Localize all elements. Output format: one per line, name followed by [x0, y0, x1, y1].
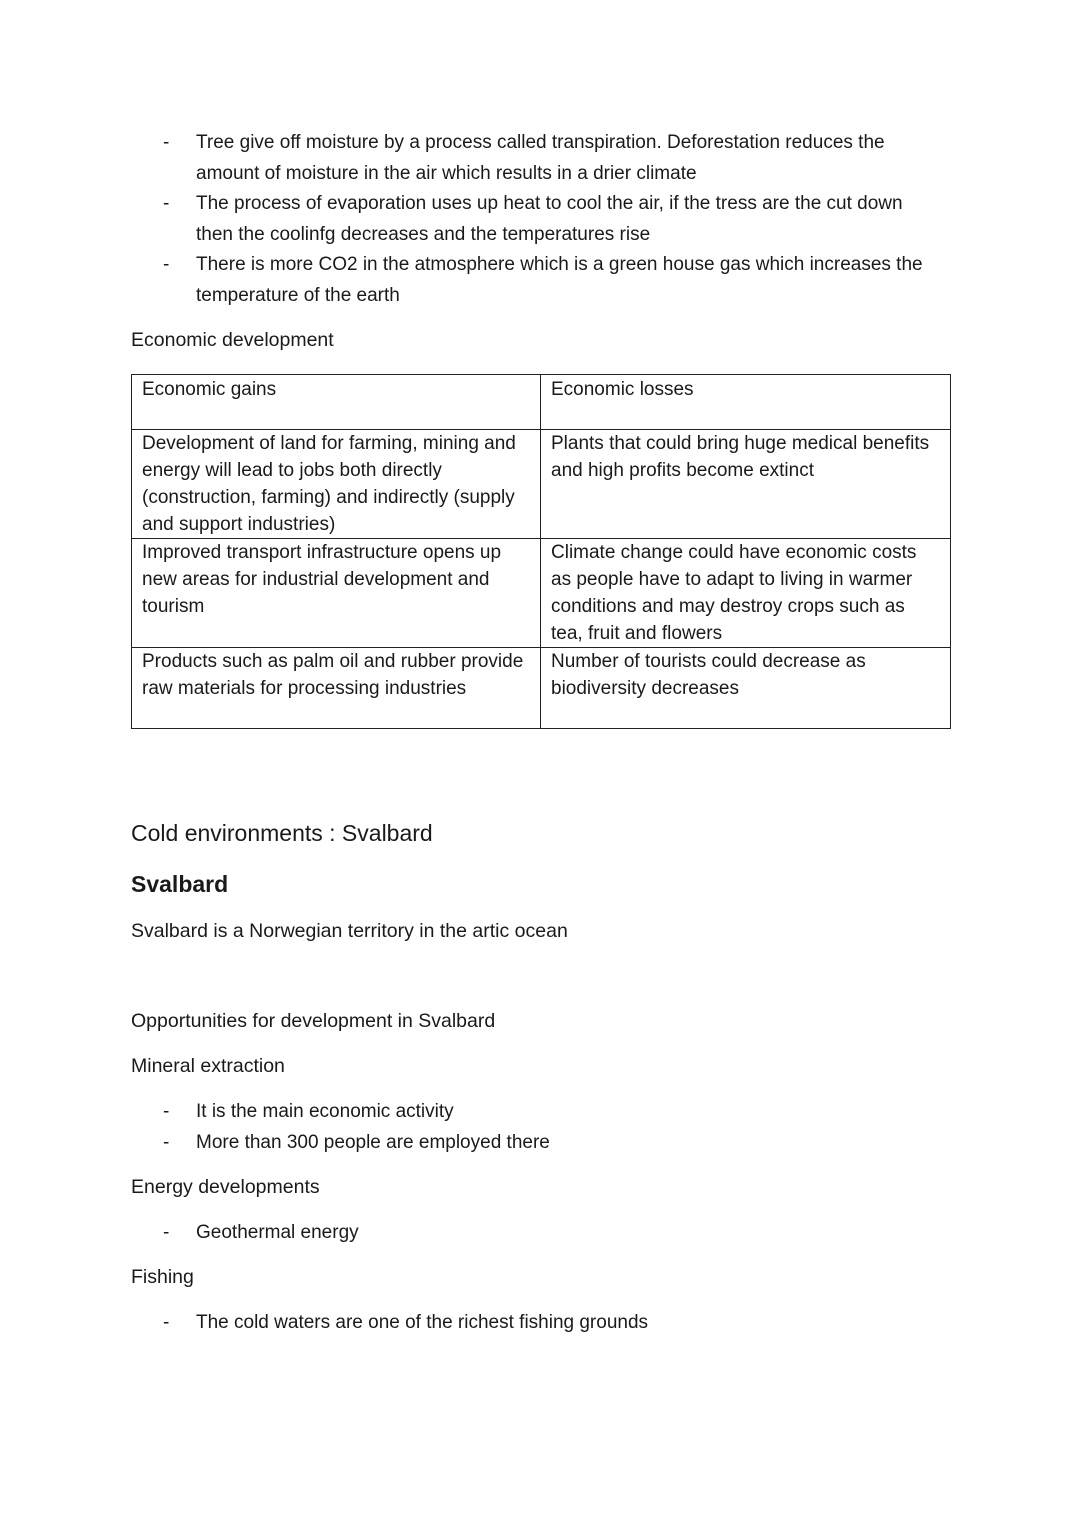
- svalbard-description: Svalbard is a Norwegian territory in the artic ocean: [131, 920, 568, 942]
- fishing-heading: Fishing: [131, 1266, 194, 1288]
- table-row: [132, 430, 951, 539]
- table-row: [132, 648, 951, 729]
- cold-environments-title: Cold environments : Svalbard: [131, 820, 433, 846]
- fishing-bullet-list: [131, 1308, 931, 1339]
- mineral-extraction-heading: Mineral extraction: [131, 1055, 285, 1077]
- energy-bullet-list: [131, 1218, 931, 1249]
- list-item: - Geothermal energy: [163, 1222, 359, 1243]
- mineral-bullet-list: [131, 1097, 931, 1158]
- table-cell: Products such as palm oil and rubber provide raw materials for processing industries: [132, 648, 541, 729]
- list-item: - More than 300 people are employed there: [163, 1131, 550, 1153]
- table-cell: Climate change could have economic costs as people have to adapt to living in warmer conditions and may destroy crops such as tea, fruit and flowers: [541, 539, 951, 648]
- table-header-losses: Economic losses: [541, 375, 951, 430]
- list-item: - Tree give off moisture by a process called transpiration. Deforestation reduces the amount of moisture in the air which results in a drier climate: [163, 132, 885, 184]
- economic-table: [131, 374, 951, 729]
- intro-bullet-list: [131, 128, 931, 311]
- opportunities-heading: Opportunities for development in Svalbard: [131, 1010, 496, 1032]
- table-header-gains: Economic gains: [132, 375, 541, 430]
- table-cell: Improved transport infrastructure opens up new areas for industrial development and tourism: [132, 539, 541, 648]
- svalbard-heading: Svalbard: [131, 871, 229, 897]
- table-cell: Development of land for farming, mining and energy will lead to jobs both directly (construction, farming) and indirectly (supply and support industries): [132, 430, 541, 539]
- table-cell: Plants that could bring huge medical benefits and high profits become extinct: [541, 430, 951, 539]
- economic-development-heading: Economic development: [131, 329, 334, 351]
- list-item: - The process of evaporation uses up heat to cool the air, if the tress are the cut down then the coolinfg decreases and the temperatures rise: [163, 193, 903, 245]
- table-cell: Number of tourists could decrease as biodiversity decreases: [541, 648, 951, 729]
- list-item: - It is the main economic activity: [163, 1101, 454, 1122]
- energy-developments-heading: Energy developments: [131, 1176, 320, 1198]
- list-item: - There is more CO2 in the atmosphere which is a green house gas which increases the temperature of the earth: [163, 254, 923, 306]
- table-row: [132, 539, 951, 648]
- list-item: - The cold waters are one of the richest fishing grounds: [163, 1312, 649, 1333]
